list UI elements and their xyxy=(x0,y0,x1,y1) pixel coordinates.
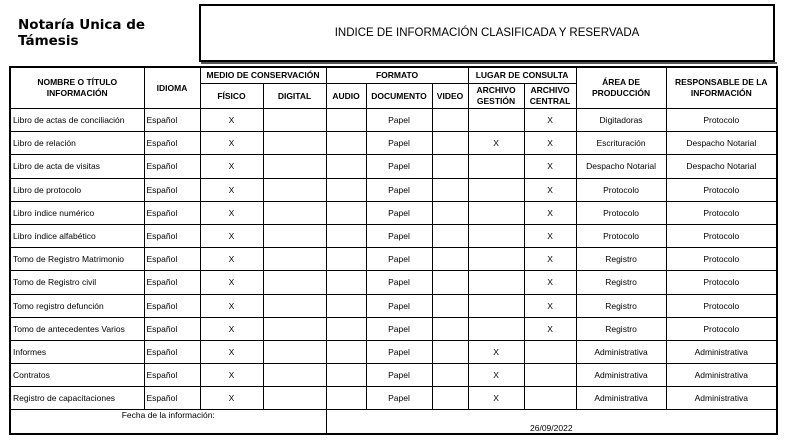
cell-idioma: Español xyxy=(144,294,200,317)
cell-documento: Papel xyxy=(366,224,432,247)
cell-area: Administrativa xyxy=(576,364,666,387)
cell-video xyxy=(432,178,468,201)
cell-digital xyxy=(263,224,326,247)
fecha-label: Fecha de la información: xyxy=(10,410,326,434)
table-row xyxy=(10,364,777,387)
cell-area: Protocolo xyxy=(576,224,666,247)
table-row xyxy=(10,155,777,178)
cell-area: Registro xyxy=(576,294,666,317)
cell-digital xyxy=(263,132,326,155)
cell-responsable: Despacho Notarial xyxy=(666,155,777,178)
cell-responsable: Administrativa xyxy=(666,387,777,410)
cell-responsable: Protocolo xyxy=(666,178,777,201)
cell-nombre: Tomo de antecedentes Varios xyxy=(10,317,144,340)
fecha-value: 26/09/2022 xyxy=(326,410,777,434)
cell-digital xyxy=(263,155,326,178)
cell-area: Registro xyxy=(576,248,666,271)
cell-gestion xyxy=(468,248,524,271)
cell-responsable: Protocolo xyxy=(666,224,777,247)
cell-digital xyxy=(263,201,326,224)
table-row xyxy=(10,340,777,363)
cell-central: X xyxy=(524,224,576,247)
cell-central: X xyxy=(524,201,576,224)
cell-gestion: X xyxy=(468,387,524,410)
cell-fisico: X xyxy=(200,294,263,317)
cell-fisico: X xyxy=(200,317,263,340)
cell-audio xyxy=(326,224,366,247)
cell-responsable: Protocolo xyxy=(666,317,777,340)
document-title-box xyxy=(199,4,775,62)
cell-documento: Papel xyxy=(366,109,432,132)
cell-gestion xyxy=(468,201,524,224)
cell-area: Administrativa xyxy=(576,340,666,363)
col-audio: AUDIO xyxy=(326,84,366,109)
col-responsable: RESPONSABLE DE LA INFORMACIÓN xyxy=(666,67,777,109)
table-row xyxy=(10,294,777,317)
cell-documento: Papel xyxy=(366,317,432,340)
cell-central: X xyxy=(524,271,576,294)
cell-idioma: Español xyxy=(144,387,200,410)
cell-digital xyxy=(263,109,326,132)
cell-central: X xyxy=(524,178,576,201)
cell-area: Protocolo xyxy=(576,201,666,224)
cell-video xyxy=(432,224,468,247)
cell-documento: Papel xyxy=(366,178,432,201)
cell-digital xyxy=(263,364,326,387)
cell-central: X xyxy=(524,294,576,317)
cell-audio xyxy=(326,155,366,178)
cell-idioma: Español xyxy=(144,317,200,340)
cell-gestion xyxy=(468,155,524,178)
cell-idioma: Español xyxy=(144,178,200,201)
cell-nombre: Tomo registro defunción xyxy=(10,294,144,317)
cell-central xyxy=(524,340,576,363)
col-video: VIDEO xyxy=(432,84,468,109)
col-digital: DIGITAL xyxy=(263,84,326,109)
cell-digital xyxy=(263,178,326,201)
cell-audio xyxy=(326,340,366,363)
cell-gestion xyxy=(468,178,524,201)
col-archivo-central: ARCHIVO CENTRAL xyxy=(524,84,576,109)
cell-gestion: X xyxy=(468,132,524,155)
col-fisico: FÍSICO xyxy=(200,84,263,109)
cell-documento: Papel xyxy=(366,155,432,178)
cell-video xyxy=(432,248,468,271)
cell-area: Despacho Notarial xyxy=(576,155,666,178)
cell-video xyxy=(432,317,468,340)
cell-audio xyxy=(326,201,366,224)
cell-nombre: Contratos xyxy=(10,364,144,387)
col-area-produccion: ÁREA DE PRODUCCIÓN xyxy=(576,67,666,109)
cell-central: X xyxy=(524,132,576,155)
cell-responsable: Despacho Notarial xyxy=(666,132,777,155)
cell-idioma: Español xyxy=(144,271,200,294)
cell-responsable: Protocolo xyxy=(666,109,777,132)
cell-responsable: Protocolo xyxy=(666,201,777,224)
cell-fisico: X xyxy=(200,201,263,224)
cell-idioma: Español xyxy=(144,132,200,155)
cell-central xyxy=(524,364,576,387)
cell-fisico: X xyxy=(200,132,263,155)
cell-gestion xyxy=(468,224,524,247)
cell-idioma: Español xyxy=(144,155,200,178)
col-nombre: NOMBRE O TÍTULO INFORMACIÓN xyxy=(10,67,144,109)
table-row xyxy=(10,201,777,224)
cell-responsable: Administrativa xyxy=(666,340,777,363)
cell-nombre: Libro índice numérico xyxy=(10,201,144,224)
cell-nombre: Libro de protocolo xyxy=(10,178,144,201)
cell-video xyxy=(432,271,468,294)
cell-fisico: X xyxy=(200,364,263,387)
document-title: INDICE DE INFORMACIÓN CLASIFICADA Y RESERVADA xyxy=(334,27,640,39)
cell-video xyxy=(432,387,468,410)
table-row xyxy=(10,271,777,294)
cell-video xyxy=(432,109,468,132)
cell-documento: Papel xyxy=(366,132,432,155)
cell-fisico: X xyxy=(200,248,263,271)
cell-nombre: Libro de acta de visitas xyxy=(10,155,144,178)
cell-video xyxy=(432,132,468,155)
cell-nombre: Libro de relación xyxy=(10,132,144,155)
cell-gestion: X xyxy=(468,364,524,387)
cell-digital xyxy=(263,271,326,294)
col-archivo-gestion: ARCHIVO GESTIÓN xyxy=(468,84,524,109)
cell-idioma: Español xyxy=(144,364,200,387)
cell-idioma: Español xyxy=(144,340,200,363)
cell-nombre: Libro de actas de conciliación xyxy=(10,109,144,132)
footer-row xyxy=(10,410,777,434)
table-row xyxy=(10,317,777,340)
cell-digital xyxy=(263,294,326,317)
cell-video xyxy=(432,340,468,363)
cell-fisico: X xyxy=(200,271,263,294)
cell-documento: Papel xyxy=(366,201,432,224)
cell-gestion xyxy=(468,317,524,340)
table-row xyxy=(10,178,777,201)
cell-audio xyxy=(326,364,366,387)
cell-idioma: Español xyxy=(144,224,200,247)
cell-digital xyxy=(263,340,326,363)
cell-idioma: Español xyxy=(144,109,200,132)
table-row xyxy=(10,387,777,410)
cell-documento: Papel xyxy=(366,248,432,271)
cell-audio xyxy=(326,132,366,155)
cell-fisico: X xyxy=(200,224,263,247)
cell-digital xyxy=(263,248,326,271)
org-name: Notaría Unica de Támesis xyxy=(18,17,146,49)
col-documento: DOCUMENTO xyxy=(366,84,432,109)
col-idioma: IDIOMA xyxy=(144,67,200,109)
cell-responsable: Protocolo xyxy=(666,294,777,317)
cell-idioma: Español xyxy=(144,248,200,271)
table-row xyxy=(10,132,777,155)
table-row xyxy=(10,109,777,132)
cell-video xyxy=(432,294,468,317)
cell-gestion: X xyxy=(468,340,524,363)
cell-digital xyxy=(263,387,326,410)
cell-fisico: X xyxy=(200,155,263,178)
col-formato: FORMATO xyxy=(326,67,468,84)
cell-area: Digitadoras xyxy=(576,109,666,132)
cell-fisico: X xyxy=(200,387,263,410)
cell-central xyxy=(524,387,576,410)
col-medio-conservacion: MEDIO DE CONSERVACIÓN xyxy=(200,67,326,84)
header-row-top xyxy=(10,67,777,84)
cell-audio xyxy=(326,271,366,294)
cell-central: X xyxy=(524,248,576,271)
cell-audio xyxy=(326,178,366,201)
cell-area: Escrituración xyxy=(576,132,666,155)
cell-nombre: Tomo de Registro civil xyxy=(10,271,144,294)
cell-area: Administrativa xyxy=(576,387,666,410)
cell-gestion xyxy=(468,294,524,317)
cell-fisico: X xyxy=(200,178,263,201)
cell-gestion xyxy=(468,109,524,132)
cell-central: X xyxy=(524,155,576,178)
cell-nombre: Informes xyxy=(10,340,144,363)
cell-digital xyxy=(263,317,326,340)
cell-nombre: Registro de capacitaciones xyxy=(10,387,144,410)
table-row xyxy=(10,248,777,271)
cell-central: X xyxy=(524,317,576,340)
information-index-table xyxy=(9,66,778,435)
cell-documento: Papel xyxy=(366,340,432,363)
cell-gestion xyxy=(468,271,524,294)
cell-audio xyxy=(326,317,366,340)
table-row xyxy=(10,224,777,247)
cell-documento: Papel xyxy=(366,294,432,317)
cell-audio xyxy=(326,387,366,410)
cell-video xyxy=(432,364,468,387)
title-box-shadow xyxy=(201,62,777,64)
cell-area: Protocolo xyxy=(576,178,666,201)
col-lugar-consulta: LUGAR DE CONSULTA xyxy=(468,67,576,84)
cell-area: Registro xyxy=(576,271,666,294)
cell-central: X xyxy=(524,109,576,132)
cell-documento: Papel xyxy=(366,387,432,410)
cell-fisico: X xyxy=(200,340,263,363)
cell-nombre: Libro índice alfabético xyxy=(10,224,144,247)
cell-documento: Papel xyxy=(366,271,432,294)
cell-audio xyxy=(326,294,366,317)
cell-responsable: Administrativa xyxy=(666,364,777,387)
cell-idioma: Español xyxy=(144,201,200,224)
cell-responsable: Protocolo xyxy=(666,271,777,294)
cell-responsable: Protocolo xyxy=(666,248,777,271)
cell-documento: Papel xyxy=(366,364,432,387)
cell-area: Registro xyxy=(576,317,666,340)
cell-audio xyxy=(326,109,366,132)
cell-fisico: X xyxy=(200,109,263,132)
cell-nombre: Tomo de Registro Matrimonio xyxy=(10,248,144,271)
cell-video xyxy=(432,155,468,178)
cell-audio xyxy=(326,248,366,271)
cell-video xyxy=(432,201,468,224)
